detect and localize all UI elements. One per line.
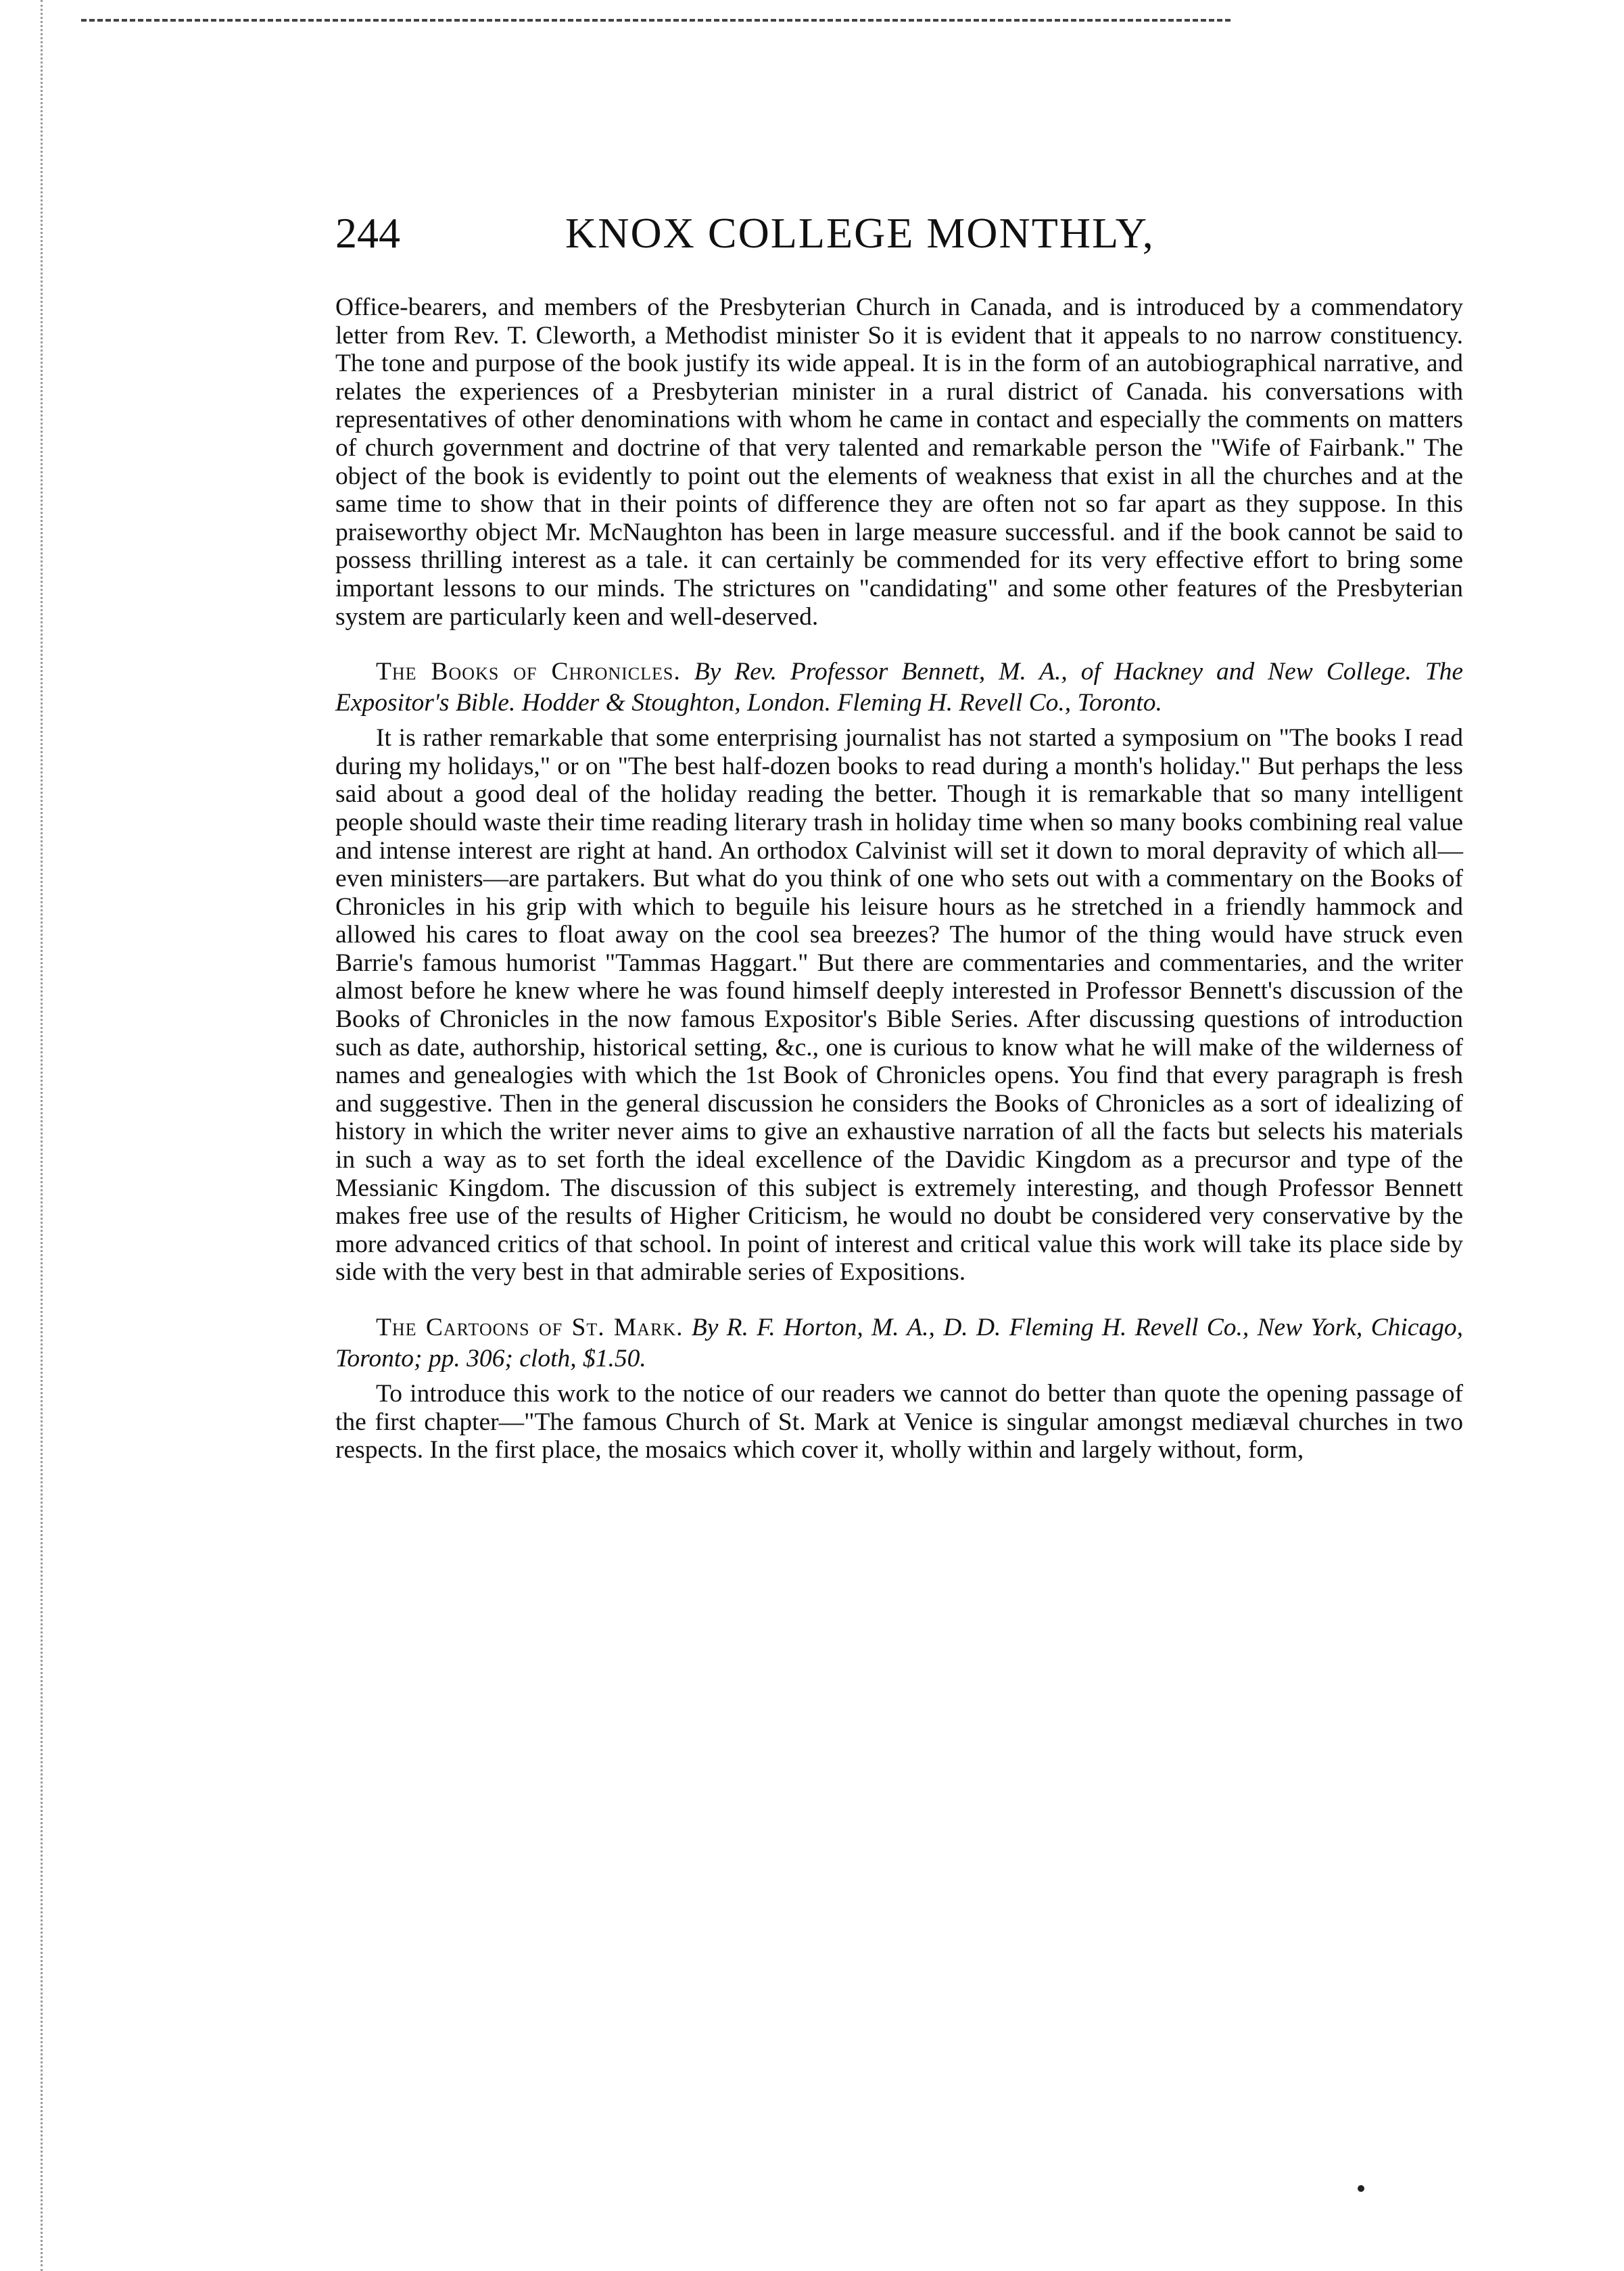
review-paragraph-cartoons: To introduce this work to the notice of our readers we cannot do better than quote the opening passage of the first chapter—"The famous Church of St. Mark at Venice is singular amongst mediæval churches in two respects. In the first place, the mosaics which cover it, wholly within and largely without, form,: [335, 1380, 1463, 1464]
page-body: [335, 203, 1463, 1464]
page-end-dot: [1358, 2185, 1364, 2192]
running-title: KNOX COLLEGE MONTHLY,: [565, 209, 1155, 257]
byline-cartoons: By R. F. Horton, M. A., D. D. Fleming H. Revell Co., New York, Chicago, Toronto; pp. 306; cloth, $1.50.: [335, 1314, 1464, 1372]
review-paragraph-chronicles: It is rather remarkable that some enterprising journalist has not started a symposium on "The books I read during my holidays," or on "The best half-dozen books to read during a month's holiday." But perhaps the less said about a good deal of the holiday reading the better. Though it is remarkable that so many intelligent people should waste their time reading literary trash in holiday time when so many books combining real value and intense interest are right at hand. An orthodox Calvinist will set it down to moral depravity of which all—even ministers—are partakers. But what do you think of one who sets out with a commentary on the Books of Chronicles in his grip with which to beguile his leisure hours as he stretched in a friendly hammock and allowed his cares to float away on the cool sea breezes? The humor of the thing would have struck even Barrie's famous humorist "Tammas Haggart." But there are commentaries and commentaries, and the writer almost before he knew where he was found himself deeply interested in Professor Bennett's discussion of the Books of Chronicles in the now famous Expositor's Bible Series. After discussing questions of introduction such as date, authorship, historical setting, &c., one is curious to know what he will make of the wilderness of names and genealogies with which the 1st Book of Chronicles opens. You find that every paragraph is fresh and suggestive. Then in the general discussion he considers the Books of Chronicles as a sort of idealizing of history in which the writer never aims to give an exhaustive narration of all the facts but selects his materials in such a way as to set forth the ideal excellence of the Davidic Kingdom as a precursor and type of the Messianic Kingdom. The discussion of this subject is extremely interesting, and though Professor Bennett makes free use of the results of Higher Criticism, he would no doubt be considered very conservative by the more advanced critics of that school. In point of interest and critical value this work will take its place side by side with the very best in that admirable series of Expositions.: [335, 724, 1463, 1287]
left-margin-marks: [41, 0, 49, 2271]
book-title-chronicles: The Books of Chronicles.: [376, 658, 681, 686]
page-header: [335, 203, 1463, 277]
top-scan-rule: [81, 19, 1231, 22]
page-number: 244: [335, 209, 400, 257]
review-heading-chronicles: [335, 656, 1463, 719]
book-title-cartoons: The Cartoons of St. Mark.: [376, 1314, 684, 1341]
byline-chronicles: By Rev. Professor Bennett, M. A., of Hackney and New College. The Expositor's Bible. Hodder & Stoughton, London. Fleming H. Revell Co., Toronto.: [335, 658, 1463, 717]
continuation-paragraph: Office-bearers, and members of the Presbyterian Church in Canada, and is introduced by a commendatory letter from Rev. T. Cleworth, a Methodist minister So it is evident that it appeals to no narrow constituency. The tone and purpose of the book justify its wide appeal. It is in the form of an autobiographical narrative, and relates the experiences of a Presbyterian minister in a rural district of Canada. his conversations with representatives of other denominations with whom he came in contact and especially the comments on matters of church government and doctrine of that very talented and remarkable person the "Wife of Fairbank." The object of the book is evidently to point out the elements of weakness that exist in all the churches and at the same time to show that in their points of difference they are often not so far apart as they suppose. In this praiseworthy object Mr. McNaughton has been in large measure successful. and if the book cannot be said to possess thrilling interest as a tale. it can certainly be commended for its very effective effort to bring some important lessons to our minds. The strictures on "candidating" and some other features of the Presbyterian system are particularly keen and well-deserved.: [335, 293, 1463, 631]
review-heading-cartoons: [335, 1312, 1463, 1374]
